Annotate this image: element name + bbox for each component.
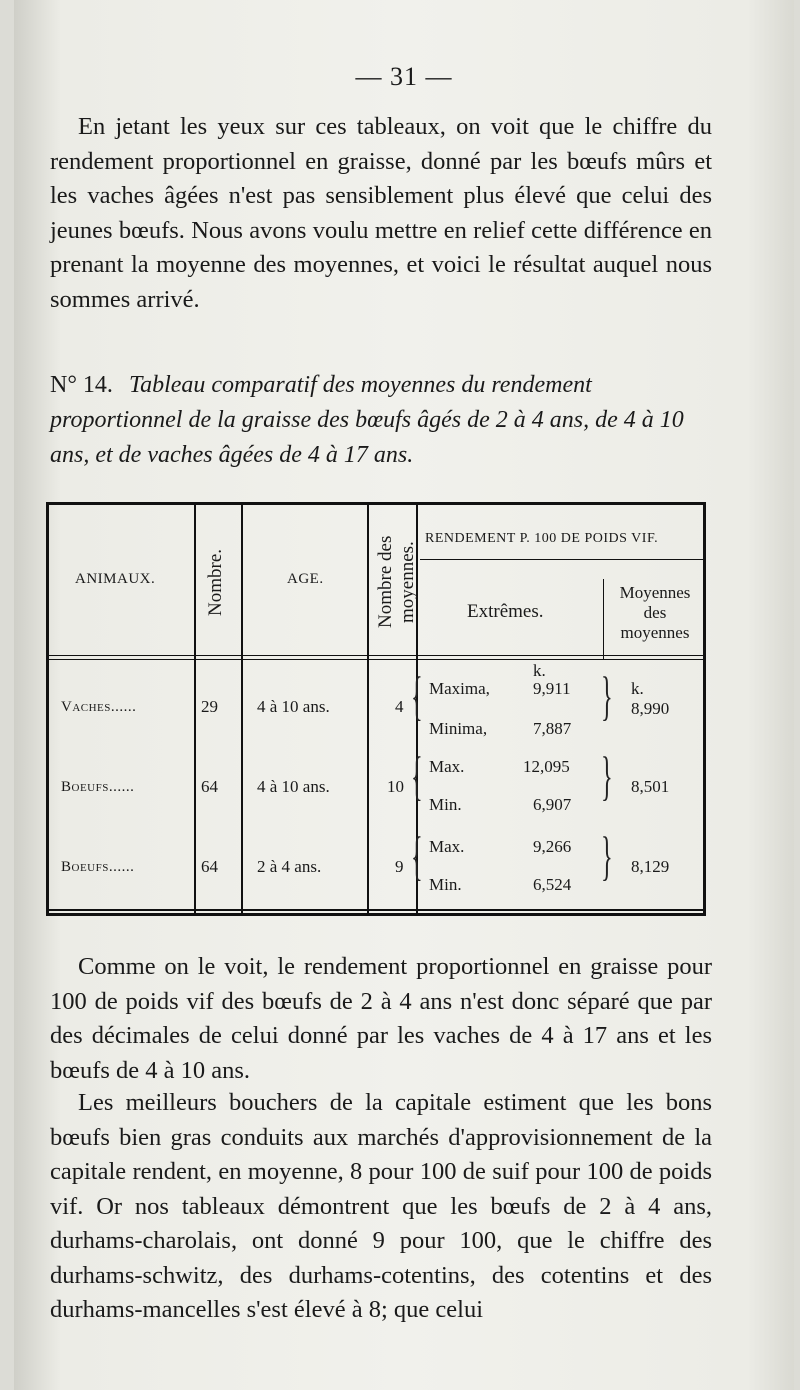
row-max-label: Max. (429, 837, 465, 856)
left-brace: { (411, 666, 423, 726)
header-rendement: RENDEMENT P. 100 DE POIDS VIF. (425, 531, 659, 546)
page-number: — 31 — (355, 62, 453, 91)
row-nb-moyennes: 10 (387, 777, 404, 796)
row-min-value: 7,887 (533, 719, 572, 738)
row-nombre: 64 (201, 777, 218, 796)
header-nombre-des-moyennes: Nombre des moyennes. (375, 535, 418, 629)
row-animal: Boeufs...... (61, 779, 135, 795)
header-age: AGE. (287, 571, 324, 587)
row-min-label: Minima, (429, 719, 488, 738)
comparison-table (46, 502, 706, 916)
row-min-value: 6,907 (533, 795, 572, 814)
header-nombre: Nombre. (205, 548, 226, 616)
paragraph-butchers: Les meilleurs bouchers de la capitale estiment que les bons bœufs bien gras conduits aux marchés d'approvisionnement de la capitale rendent, en moyenne, 8 pour 100 de suif pour 100 de poids vif. Or nos tableaux démontrent que les bœufs de 2 à 4 ans, durhams-charolais, ont donné 9 pour 100, que le chiffre des durhams-schwitz, des durhams-cotentins, des cotentins et des durhams-mancelles s'est élevé à 8; que celui (50, 1089, 712, 1323)
right-brace: } (601, 746, 613, 806)
row-nombre: 64 (201, 857, 218, 876)
row-max-value: 12,095 (523, 757, 570, 776)
row-moyenne: 8,990 (631, 699, 670, 718)
row-moyenne: 8,501 (631, 777, 670, 796)
caption-number: N° 14. (50, 372, 113, 398)
paragraph-intro: En jetant les yeux sur ces tableaux, on voit que le chiffre du rendement proportionnel en graisse, donné par les bœufs mûrs et les vaches âgées n'est pas sensiblement plus élevé que celui des jeunes bœufs. Nous avons voulu mettre en relief cette différence en prenant la moyenne des moyennes, et voici le résultat auquel nous sommes arrivé. (50, 113, 712, 313)
row-min-label: Min. (429, 795, 462, 814)
book-page (14, 0, 794, 1390)
right-brace: } (601, 826, 613, 886)
header-extremes: Extrêmes. (467, 601, 544, 622)
row-max-value: 9,911 (533, 679, 571, 698)
header-animaux: ANIMAUX. (75, 571, 156, 587)
row-max-label: Maxima, (429, 679, 490, 698)
left-brace: { (411, 746, 423, 806)
table-caption (50, 368, 712, 473)
row-min-label: Min. (429, 875, 462, 894)
header-moyennes-des-moyennes: Moyennes des moyennes (619, 583, 691, 642)
row-animal: Vaches...... (61, 699, 137, 715)
row-max-label: Max. (429, 757, 465, 776)
row-age: 2 à 4 ans. (257, 857, 322, 876)
row-moyenne-unit: k. (631, 679, 644, 698)
row-age: 4 à 10 ans. (257, 777, 330, 796)
unit-label: k. (533, 661, 546, 680)
row-nb-moyennes: 9 (395, 857, 404, 876)
row-max-value: 9,266 (533, 837, 572, 856)
caption-text: Tableau comparatif des moyennes du rendement proportionnel de la graisse des bœufs âgés de 2 à 4 ans, de 4 à 10 ans, et de vaches âgées de 4 à 17 ans. (50, 372, 684, 468)
right-brace: } (601, 666, 613, 726)
paragraph-comparison: Comme on le voit, le rendement proportionnel en graisse pour 100 de poids vif des bœufs de 2 à 4 ans n'est donc séparé que par des décimales de celui donné par les vaches de 4 à 17 ans et les bœufs de 4 à 10 ans. (50, 953, 712, 1084)
left-brace: { (411, 826, 423, 886)
row-animal: Boeufs...... (61, 859, 135, 875)
row-nombre: 29 (201, 697, 218, 716)
row-nb-moyennes: 4 (395, 697, 404, 716)
row-age: 4 à 10 ans. (257, 697, 330, 716)
row-moyenne: 8,129 (631, 857, 670, 876)
row-min-value: 6,524 (533, 875, 572, 894)
